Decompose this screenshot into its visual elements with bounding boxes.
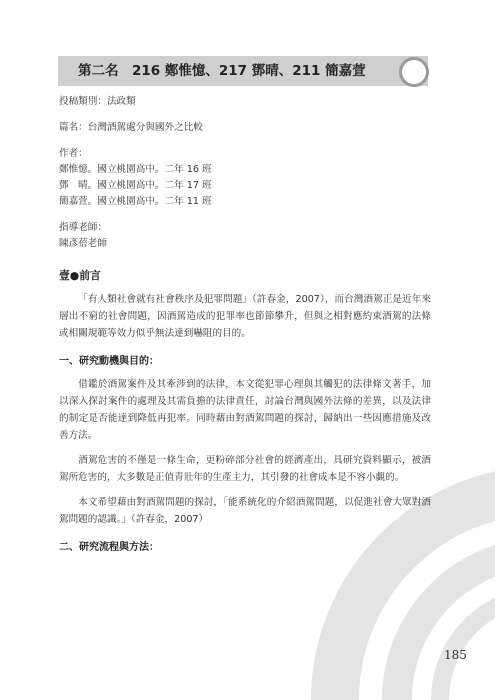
advisor-name: 陳彥蓓老師 — [59, 238, 107, 249]
section-title-intro: 壹●前言 — [59, 269, 101, 282]
authors-label: 作者： — [59, 148, 88, 159]
subsection-title-motive: 一、研究動機與目的： — [59, 356, 159, 367]
author-line: 鄭惟憶。國立桃園高中。二年 16 班 — [59, 164, 212, 175]
author-line: 簡嘉萱。國立桃園高中。二年 11 班 — [59, 196, 212, 207]
author-line: 鄧 晴。國立桃園高中。二年 17 班 — [59, 180, 212, 191]
circle-icon — [399, 57, 429, 87]
subsection-title-process: 二、研究流程與方法： — [59, 542, 159, 553]
motive-paragraph: 酒駕危害的不僅是一條生命，更粉碎部分社會的經濟產出，具研究資料顯示，被酒駕所危害的，大多數是正值青壯年的生產主力，其引發的社會成本是不容小覷的。 — [59, 455, 431, 483]
submission-category: 投稿類別：法政類 — [59, 96, 136, 107]
banner-title: 第二名 216 鄭惟憶、217 鄧晴、211 簡嘉萱 — [78, 63, 366, 79]
motive-paragraph: 本文希望藉由對酒駕問題的探討，「能系統化的介紹酒駕問題，以促進社會大眾對酒駕問題的認識。」（許春金，2007） — [59, 497, 431, 525]
intro-paragraph: 「有人類社會就有社會秩序及犯罪問題」（許春金，2007），而台灣酒駕正是近年來層出不窮的社會問題，因酒駕造成的犯罪率也節節攀升，但與之相對應約束酒駕的法條或相關規範等效力似乎無法達到嚇阻的目的。 — [59, 294, 431, 339]
advisor-label: 指導老師： — [59, 222, 107, 233]
title-banner — [58, 56, 428, 86]
page-content — [59, 94, 431, 562]
paper-title-line: 篇名：台灣酒駕處分與國外之比較 — [59, 122, 203, 133]
motive-paragraph: 借鑑於酒駕案件及其牽涉到的法律，本文從犯罪心理與其觸犯的法律條文著手，加以深入探討案件的處理及其需負擔的法律責任，討論台灣與國外法條的差異，以及法律的制定是否能達到降低再犯率。同時藉由對酒駕問題的探討，歸納出一些因應措施及改善方法。 — [59, 379, 431, 441]
page-number: 185 — [444, 648, 467, 662]
